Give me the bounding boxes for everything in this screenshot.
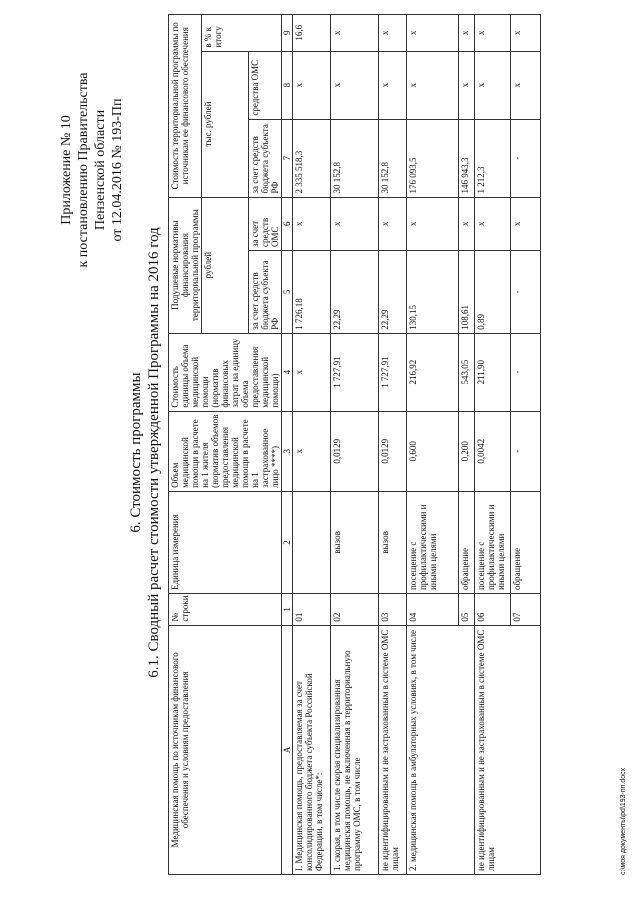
column-number: 9 [282, 15, 293, 52]
table-row [475, 15, 511, 875]
row-no: 03 [379, 594, 407, 626]
row-no: 02 [331, 594, 379, 626]
row-pc-oms: х [511, 197, 541, 251]
row-pc-budget: 1 726,18 [293, 251, 331, 334]
row-name: не идентифицированным и не застрахованным в системе ОМС лицам [475, 625, 541, 874]
header-col-volume: Объем медицинской помощи в расчете на 1 жителя (норматив объемов предоставления медицинской помощи в расчете на 1 застрахованное лицо ****) [169, 411, 282, 491]
row-pct: х [379, 15, 407, 52]
appendix-line: от 12.04.2016 № 193-Пп [110, 98, 125, 242]
row-total-budget: - [511, 119, 541, 197]
header-total-pct: в % к итогу [202, 15, 282, 52]
row-cost: - [511, 333, 541, 411]
row-total-oms: х [331, 51, 379, 119]
row-total-oms: х [379, 51, 407, 119]
row-pc-oms: х [475, 197, 511, 251]
row-no: 05 [459, 594, 475, 626]
header-col-cost: Стоимость единицы объема медицинской помощи (норматив финансовых затрат на единицу объема предоставления медицинской помощи) [169, 333, 282, 411]
row-cost: 211,90 [475, 333, 511, 411]
footer-file-path: c:\моя документы\pd\193-пп.docx [620, 767, 627, 875]
row-cost: 543,05 [459, 333, 475, 411]
row-pct: х [475, 15, 511, 52]
row-unit [293, 491, 331, 593]
row-pct: х [331, 15, 379, 52]
row-pct: 16,6 [293, 15, 331, 52]
appendix-line: к постановлению Правительства [76, 72, 91, 268]
row-total-oms: х [475, 51, 511, 119]
row-cost: 1 727,91 [331, 333, 379, 411]
row-total-budget: 1 212,3 [475, 119, 511, 197]
row-total-oms: х [293, 51, 331, 119]
row-volume: 0,0129 [331, 411, 379, 491]
row-volume: х [293, 411, 331, 491]
row-pct: х [407, 15, 459, 52]
column-number: 8 [282, 51, 293, 119]
column-number: 1 [282, 594, 293, 626]
row-no: 06 [475, 594, 511, 626]
header-pc-oms: за счет средств ОМС [249, 197, 282, 251]
row-total-budget: 146 943,3 [459, 119, 475, 197]
row-pc-budget: 22,29 [379, 251, 407, 334]
row-name: 1. скорая, в том числе скорая специализированная медицинская помощь, не включенная в территориальную программу ОМС, в том числе [331, 625, 379, 874]
table-row [379, 15, 407, 875]
row-pc-oms: х [459, 197, 475, 251]
column-number: А [282, 625, 293, 874]
row-total-budget: 2 335 518,3 [293, 119, 331, 197]
row-cost: 216,92 [407, 333, 459, 411]
row-unit: вызов [379, 491, 407, 593]
header-total-unit: тыс. рублей [202, 51, 249, 197]
row-total-oms: х [407, 51, 459, 119]
header-total-budget: за счет средств бюджета субъекта РФ [249, 119, 282, 197]
appendix-line: Пензенской области [93, 109, 108, 231]
header-col-a: Медицинская помощь по источникам финансового обеспечения и условиям предоставления [169, 625, 282, 874]
row-name: I. Медицинская помощь, предоставляемая за счет консолидированного бюджета субъекта Российской Федерации, в том числе*: [293, 625, 331, 874]
row-pc-budget: 130,15 [407, 251, 459, 334]
row-pc-budget: 0,89 [475, 251, 511, 334]
cost-table [168, 14, 541, 875]
table-row [331, 15, 379, 875]
row-pc-oms: х [331, 197, 379, 251]
row-cost: 1 727,91 [379, 333, 407, 411]
column-number: 2 [282, 491, 293, 593]
row-no: 04 [407, 594, 459, 626]
row-unit: вызов [331, 491, 379, 593]
row-total-budget: 176 093,5 [407, 119, 459, 197]
column-number: 4 [282, 333, 293, 411]
row-no: 07 [511, 594, 541, 626]
row-pct: х [459, 15, 475, 52]
row-volume: 0,0042 [475, 411, 511, 491]
header-row [169, 15, 202, 875]
row-name: не идентифицированным и не застрахованным в системе ОМС лицам [379, 625, 407, 874]
header-col-unit: Единица измерения [169, 491, 282, 593]
column-number: 3 [282, 411, 293, 491]
row-total-oms: х [511, 51, 541, 119]
row-pc-budget: - [511, 251, 541, 334]
column-number: 5 [282, 251, 293, 334]
header-pc-budget: за счет средств бюджета субъекта РФ [249, 251, 282, 334]
appendix-block [58, 40, 126, 300]
row-volume: 0,200 [459, 411, 475, 491]
row-unit: посещение с профилактическими и иными целями [475, 491, 511, 593]
section-title: 6. Стоимость программы [128, 372, 144, 533]
row-unit: посещение с профилактическими и иными целями [407, 491, 459, 593]
header-pc-unit: рублей [202, 197, 249, 333]
row-pc-budget: 22,29 [331, 251, 379, 334]
appendix-line: Приложение № 10 [59, 115, 74, 225]
row-pc-oms: х [407, 197, 459, 251]
subsection-title: 6.1. Сводный расчет стоимости утвержденной Программы на 2016 год [146, 227, 162, 678]
header-col-pc: Подушевые нормативы финансирования территориальной программы [169, 197, 202, 333]
row-unit: обращение [459, 491, 475, 593]
table-row [407, 15, 459, 875]
row-pc-oms: х [293, 197, 331, 251]
row-no: 01 [293, 594, 331, 626]
table-row [293, 15, 331, 875]
column-number: 6 [282, 197, 293, 251]
row-unit: обращение [511, 491, 541, 593]
header-total-oms: средства ОМС [249, 51, 282, 119]
header-col-no: № строки [169, 594, 282, 626]
column-number-row [282, 15, 293, 875]
row-cost: х [293, 333, 331, 411]
row-total-budget: 30 152,8 [331, 119, 379, 197]
row-volume: - [511, 411, 541, 491]
row-name: 2. медицинская помощь в амбулаторных условиях, в том числе [407, 625, 475, 874]
row-pc-budget: 108,61 [459, 251, 475, 334]
column-number: 7 [282, 119, 293, 197]
row-total-oms: х [459, 51, 475, 119]
row-total-budget: 30 152,8 [379, 119, 407, 197]
row-volume: 0,0129 [379, 411, 407, 491]
row-volume: 0,600 [407, 411, 459, 491]
row-pc-oms: х [379, 197, 407, 251]
row-pct: х [511, 15, 541, 52]
header-col-total: Стоимость территориальной программы по источникам ее финансового обеспечения [169, 15, 202, 198]
